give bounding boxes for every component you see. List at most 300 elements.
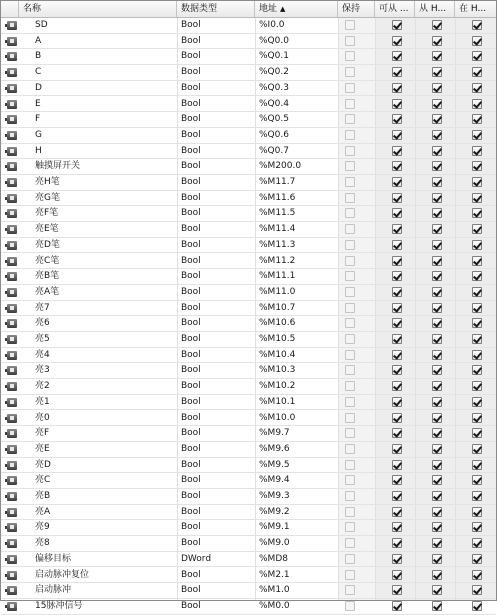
- writable-checkbox[interactable]: [432, 522, 442, 532]
- writable-checkbox[interactable]: [432, 177, 442, 187]
- accessible-checkbox[interactable]: [392, 51, 402, 61]
- tag-name[interactable]: E: [35, 98, 41, 109]
- accessible-checkbox[interactable]: [392, 585, 402, 595]
- retain-checkbox[interactable]: [345, 522, 355, 532]
- writable-checkbox[interactable]: [432, 287, 442, 297]
- retain-checkbox[interactable]: [345, 271, 355, 281]
- tag-data-type[interactable]: Bool: [181, 286, 201, 297]
- tag-address[interactable]: %M9.5: [259, 459, 290, 470]
- tag-address[interactable]: %M11.2: [259, 255, 296, 266]
- visible-checkbox[interactable]: [472, 507, 482, 517]
- retain-checkbox[interactable]: [345, 130, 355, 140]
- table-row[interactable]: [1, 426, 496, 442]
- accessible-checkbox[interactable]: [392, 475, 402, 485]
- tag-address[interactable]: %M10.4: [259, 349, 296, 360]
- writable-checkbox[interactable]: [432, 585, 442, 595]
- table-row[interactable]: [1, 254, 496, 270]
- accessible-checkbox[interactable]: [392, 114, 402, 124]
- accessible-checkbox[interactable]: [392, 99, 402, 109]
- writable-checkbox[interactable]: [432, 538, 442, 548]
- visible-checkbox[interactable]: [472, 397, 482, 407]
- retain-checkbox[interactable]: [345, 601, 355, 611]
- table-row[interactable]: [1, 18, 496, 34]
- table-row[interactable]: [1, 97, 496, 113]
- tag-data-type[interactable]: Bool: [181, 20, 201, 30]
- writable-checkbox[interactable]: [432, 350, 442, 360]
- retain-checkbox[interactable]: [345, 36, 355, 46]
- tag-data-type[interactable]: Bool: [181, 177, 201, 187]
- visible-checkbox[interactable]: [472, 381, 482, 391]
- tag-name[interactable]: 亮C: [35, 475, 51, 486]
- tag-address[interactable]: %Q0.6: [259, 129, 289, 140]
- table-row[interactable]: [1, 473, 496, 489]
- writable-checkbox[interactable]: [432, 554, 442, 564]
- tag-name[interactable]: 亮1: [35, 396, 50, 407]
- visible-checkbox[interactable]: [472, 193, 482, 203]
- retain-checkbox[interactable]: [345, 334, 355, 344]
- retain-checkbox[interactable]: [345, 83, 355, 93]
- tag-name[interactable]: 亮A: [35, 506, 51, 517]
- header-visible[interactable]: 在 H...: [459, 4, 487, 14]
- tag-data-type[interactable]: Bool: [181, 271, 201, 282]
- visible-checkbox[interactable]: [472, 491, 482, 501]
- accessible-checkbox[interactable]: [392, 240, 402, 250]
- accessible-checkbox[interactable]: [392, 413, 402, 423]
- accessible-checkbox[interactable]: [392, 36, 402, 46]
- visible-checkbox[interactable]: [472, 318, 482, 328]
- retain-checkbox[interactable]: [345, 20, 355, 30]
- table-row[interactable]: [1, 65, 496, 81]
- retain-checkbox[interactable]: [345, 114, 355, 124]
- visible-checkbox[interactable]: [472, 114, 482, 124]
- tag-address[interactable]: %M10.7: [259, 302, 296, 313]
- accessible-checkbox[interactable]: [392, 554, 402, 564]
- writable-checkbox[interactable]: [432, 365, 442, 375]
- tag-name[interactable]: H: [35, 145, 42, 156]
- writable-checkbox[interactable]: [432, 507, 442, 517]
- visible-checkbox[interactable]: [472, 177, 482, 187]
- writable-checkbox[interactable]: [432, 83, 442, 93]
- retain-checkbox[interactable]: [345, 444, 355, 454]
- tag-data-type[interactable]: Bool: [181, 161, 201, 172]
- accessible-checkbox[interactable]: [392, 83, 402, 93]
- writable-checkbox[interactable]: [432, 303, 442, 313]
- accessible-checkbox[interactable]: [392, 444, 402, 454]
- tag-data-type[interactable]: Bool: [181, 255, 201, 266]
- tag-data-type[interactable]: Bool: [181, 51, 201, 62]
- retain-checkbox[interactable]: [345, 381, 355, 391]
- table-row[interactable]: [1, 175, 496, 191]
- retain-checkbox[interactable]: [345, 161, 355, 171]
- writable-checkbox[interactable]: [432, 570, 442, 580]
- tag-name[interactable]: 亮E笔: [35, 224, 59, 235]
- tag-address[interactable]: %M11.6: [259, 192, 296, 203]
- accessible-checkbox[interactable]: [392, 381, 402, 391]
- retain-checkbox[interactable]: [345, 193, 355, 203]
- table-row[interactable]: [1, 222, 496, 238]
- accessible-checkbox[interactable]: [392, 177, 402, 187]
- tag-data-type[interactable]: Bool: [181, 443, 201, 454]
- table-row[interactable]: [1, 363, 496, 379]
- accessible-checkbox[interactable]: [392, 193, 402, 203]
- table-row[interactable]: [1, 411, 496, 427]
- visible-checkbox[interactable]: [472, 146, 482, 156]
- tag-name[interactable]: 亮A笔: [35, 286, 60, 297]
- visible-checkbox[interactable]: [472, 475, 482, 485]
- accessible-checkbox[interactable]: [392, 365, 402, 375]
- tag-name[interactable]: 偏移目标: [35, 553, 72, 564]
- tag-address[interactable]: %M10.5: [259, 334, 296, 344]
- visible-checkbox[interactable]: [472, 413, 482, 423]
- visible-checkbox[interactable]: [472, 256, 482, 266]
- table-row[interactable]: [1, 112, 496, 128]
- table-row[interactable]: [1, 568, 496, 584]
- tag-address[interactable]: %M200.0: [259, 161, 302, 172]
- tag-name[interactable]: 触摸屏开关: [35, 161, 81, 172]
- tag-address[interactable]: %M9.1: [259, 522, 290, 533]
- tag-address[interactable]: %M11.3: [259, 239, 296, 250]
- tag-name[interactable]: 15脉冲信号: [35, 600, 83, 611]
- retain-checkbox[interactable]: [345, 428, 355, 438]
- tag-data-type[interactable]: Bool: [181, 428, 201, 439]
- accessible-checkbox[interactable]: [392, 224, 402, 234]
- accessible-checkbox[interactable]: [392, 256, 402, 266]
- tag-data-type[interactable]: Bool: [181, 224, 201, 235]
- visible-checkbox[interactable]: [472, 99, 482, 109]
- tag-name[interactable]: 亮G笔: [35, 192, 60, 203]
- table-row[interactable]: [1, 285, 496, 301]
- writable-checkbox[interactable]: [432, 193, 442, 203]
- accessible-checkbox[interactable]: [392, 507, 402, 517]
- accessible-checkbox[interactable]: [392, 538, 402, 548]
- tag-address[interactable]: %Q0.3: [259, 82, 289, 93]
- tag-data-type[interactable]: DWord: [181, 553, 212, 564]
- writable-checkbox[interactable]: [432, 208, 442, 218]
- visible-checkbox[interactable]: [472, 444, 482, 454]
- accessible-checkbox[interactable]: [392, 67, 402, 77]
- accessible-checkbox[interactable]: [392, 601, 402, 611]
- retain-checkbox[interactable]: [345, 491, 355, 501]
- tag-data-type[interactable]: Bool: [181, 82, 201, 93]
- retain-checkbox[interactable]: [345, 585, 355, 595]
- tag-data-type[interactable]: Bool: [181, 396, 201, 407]
- header-address[interactable]: [255, 1, 338, 17]
- tag-address[interactable]: %M10.2: [259, 381, 296, 392]
- tag-name[interactable]: 亮5: [35, 334, 50, 344]
- writable-checkbox[interactable]: [432, 413, 442, 423]
- tag-name[interactable]: 亮B笔: [35, 271, 60, 282]
- table-row[interactable]: [1, 536, 496, 552]
- visible-checkbox[interactable]: [472, 334, 482, 344]
- visible-checkbox[interactable]: [472, 303, 482, 313]
- tag-name[interactable]: SD: [35, 20, 48, 30]
- accessible-checkbox[interactable]: [392, 334, 402, 344]
- visible-checkbox[interactable]: [472, 522, 482, 532]
- retain-checkbox[interactable]: [345, 240, 355, 250]
- visible-checkbox[interactable]: [472, 585, 482, 595]
- tag-data-type[interactable]: Bool: [181, 365, 201, 376]
- tag-name[interactable]: 亮8: [35, 538, 50, 549]
- tag-address[interactable]: %M11.7: [259, 177, 296, 187]
- tag-data-type[interactable]: Bool: [181, 67, 201, 78]
- writable-checkbox[interactable]: [432, 397, 442, 407]
- accessible-checkbox[interactable]: [392, 318, 402, 328]
- table-row[interactable]: [1, 206, 496, 222]
- tag-address[interactable]: %M11.0: [259, 286, 296, 297]
- tag-data-type[interactable]: Bool: [181, 585, 201, 596]
- tag-name[interactable]: 亮6: [35, 318, 50, 329]
- writable-checkbox[interactable]: [432, 20, 442, 30]
- visible-checkbox[interactable]: [472, 570, 482, 580]
- tag-address[interactable]: %M9.0: [259, 538, 290, 549]
- tag-address[interactable]: %M9.2: [259, 506, 290, 517]
- visible-checkbox[interactable]: [472, 240, 482, 250]
- retain-checkbox[interactable]: [345, 99, 355, 109]
- tag-name[interactable]: 亮7: [35, 302, 50, 313]
- tag-address[interactable]: %Q0.5: [259, 114, 289, 125]
- tag-address[interactable]: %M1.0: [259, 585, 290, 596]
- tag-name[interactable]: 启动脉冲: [35, 585, 72, 596]
- retain-checkbox[interactable]: [345, 224, 355, 234]
- accessible-checkbox[interactable]: [392, 271, 402, 281]
- writable-checkbox[interactable]: [432, 161, 442, 171]
- table-row[interactable]: [1, 269, 496, 285]
- tag-address[interactable]: %M0.0: [259, 600, 290, 611]
- visible-checkbox[interactable]: [472, 51, 482, 61]
- tag-data-type[interactable]: Bool: [181, 302, 201, 313]
- retain-checkbox[interactable]: [345, 51, 355, 61]
- writable-checkbox[interactable]: [432, 318, 442, 328]
- tag-name[interactable]: 亮D笔: [35, 239, 60, 250]
- table-row[interactable]: [1, 348, 496, 364]
- tag-data-type[interactable]: Bool: [181, 522, 201, 533]
- visible-checkbox[interactable]: [472, 428, 482, 438]
- table-row[interactable]: [1, 395, 496, 411]
- tag-name[interactable]: C: [35, 67, 42, 78]
- accessible-checkbox[interactable]: [392, 491, 402, 501]
- tag-name[interactable]: 亮0: [35, 412, 50, 423]
- tag-name[interactable]: 亮B: [35, 491, 51, 501]
- table-row[interactable]: [1, 316, 496, 332]
- visible-checkbox[interactable]: [472, 130, 482, 140]
- retain-checkbox[interactable]: [345, 318, 355, 328]
- tag-name[interactable]: 亮4: [35, 349, 50, 360]
- tag-address[interactable]: %Q0.4: [259, 98, 289, 109]
- accessible-checkbox[interactable]: [392, 161, 402, 171]
- table-row[interactable]: [1, 332, 496, 348]
- tag-name[interactable]: 亮E: [35, 443, 50, 454]
- tag-address[interactable]: %M9.4: [259, 475, 290, 486]
- table-row[interactable]: [1, 49, 496, 65]
- tag-data-type[interactable]: Bool: [181, 239, 201, 250]
- tag-data-type[interactable]: Bool: [181, 569, 201, 580]
- tag-address[interactable]: %M11.1: [259, 271, 296, 282]
- retain-checkbox[interactable]: [345, 256, 355, 266]
- visible-checkbox[interactable]: [472, 365, 482, 375]
- accessible-checkbox[interactable]: [392, 146, 402, 156]
- header-data-type[interactable]: 数据类型: [177, 1, 255, 17]
- header-retain[interactable]: 保持: [338, 1, 375, 17]
- table-row[interactable]: [1, 379, 496, 395]
- table-row[interactable]: [1, 34, 496, 50]
- tag-address[interactable]: %M11.4: [259, 224, 296, 235]
- visible-checkbox[interactable]: [472, 224, 482, 234]
- retain-checkbox[interactable]: [345, 146, 355, 156]
- writable-checkbox[interactable]: [432, 428, 442, 438]
- table-row[interactable]: [1, 583, 496, 599]
- writable-checkbox[interactable]: [432, 475, 442, 485]
- table-row[interactable]: [1, 159, 496, 175]
- visible-checkbox[interactable]: [472, 83, 482, 93]
- writable-checkbox[interactable]: [432, 491, 442, 501]
- tag-data-type[interactable]: Bool: [181, 349, 201, 360]
- tag-data-type[interactable]: Bool: [181, 192, 201, 203]
- tag-name[interactable]: 亮C笔: [35, 255, 60, 266]
- writable-checkbox[interactable]: [432, 334, 442, 344]
- tag-name[interactable]: 启动脉冲复位: [35, 569, 90, 580]
- tag-name[interactable]: 亮9: [35, 522, 50, 533]
- tag-address[interactable]: %Q0.0: [259, 35, 289, 46]
- tag-data-type[interactable]: Bool: [181, 538, 201, 549]
- tag-name[interactable]: B: [35, 51, 42, 62]
- table-row[interactable]: [1, 599, 496, 615]
- table-row[interactable]: [1, 238, 496, 254]
- table-row[interactable]: [1, 301, 496, 317]
- writable-checkbox[interactable]: [432, 240, 442, 250]
- writable-checkbox[interactable]: [432, 99, 442, 109]
- visible-checkbox[interactable]: [472, 208, 482, 218]
- accessible-checkbox[interactable]: [392, 303, 402, 313]
- tag-data-type[interactable]: Bool: [181, 145, 201, 156]
- header-accessible[interactable]: 可从 ...: [375, 1, 415, 17]
- writable-checkbox[interactable]: [432, 36, 442, 46]
- accessible-checkbox[interactable]: [392, 522, 402, 532]
- writable-checkbox[interactable]: [432, 271, 442, 281]
- accessible-checkbox[interactable]: [392, 350, 402, 360]
- writable-checkbox[interactable]: [432, 444, 442, 454]
- table-row[interactable]: [1, 505, 496, 521]
- tag-address[interactable]: %M9.6: [259, 443, 290, 454]
- writable-checkbox[interactable]: [432, 381, 442, 391]
- writable-checkbox[interactable]: [432, 51, 442, 61]
- visible-checkbox[interactable]: [472, 350, 482, 360]
- retain-checkbox[interactable]: [345, 208, 355, 218]
- table-row[interactable]: [1, 128, 496, 144]
- tag-name[interactable]: A: [35, 35, 42, 46]
- table-row[interactable]: [1, 81, 496, 97]
- accessible-checkbox[interactable]: [392, 570, 402, 580]
- tag-name[interactable]: D: [35, 82, 42, 93]
- tag-address[interactable]: %Q0.7: [259, 145, 289, 156]
- tag-name[interactable]: 亮2: [35, 381, 50, 392]
- accessible-checkbox[interactable]: [392, 428, 402, 438]
- writable-checkbox[interactable]: [432, 67, 442, 77]
- retain-checkbox[interactable]: [345, 570, 355, 580]
- tag-address[interactable]: %M2.1: [259, 569, 290, 580]
- tag-data-type[interactable]: Bool: [181, 412, 201, 423]
- tag-data-type[interactable]: Bool: [181, 381, 201, 392]
- tag-data-type[interactable]: Bool: [181, 208, 201, 219]
- table-row[interactable]: [1, 191, 496, 207]
- visible-checkbox[interactable]: [472, 20, 482, 30]
- visible-checkbox[interactable]: [472, 36, 482, 46]
- tag-data-type[interactable]: Bool: [181, 129, 201, 140]
- tag-data-type[interactable]: Bool: [181, 114, 201, 125]
- tag-address[interactable]: %M9.3: [259, 491, 290, 501]
- tag-name[interactable]: 亮H笔: [35, 177, 60, 187]
- tag-address[interactable]: %M10.3: [259, 365, 296, 376]
- retain-checkbox[interactable]: [345, 350, 355, 360]
- writable-checkbox[interactable]: [432, 224, 442, 234]
- table-row[interactable]: [1, 144, 496, 160]
- tag-name[interactable]: F: [35, 114, 41, 125]
- tag-name[interactable]: 亮3: [35, 365, 50, 376]
- tag-data-type[interactable]: Bool: [181, 98, 201, 109]
- retain-checkbox[interactable]: [345, 538, 355, 548]
- retain-checkbox[interactable]: [345, 507, 355, 517]
- writable-checkbox[interactable]: [432, 256, 442, 266]
- tag-address[interactable]: %I0.0: [259, 20, 285, 30]
- retain-checkbox[interactable]: [345, 460, 355, 470]
- writable-checkbox[interactable]: [432, 146, 442, 156]
- retain-checkbox[interactable]: [345, 475, 355, 485]
- tag-address[interactable]: %M10.0: [259, 412, 296, 423]
- tag-address[interactable]: %M10.1: [259, 396, 296, 407]
- retain-checkbox[interactable]: [345, 554, 355, 564]
- table-row[interactable]: [1, 520, 496, 536]
- visible-checkbox[interactable]: [472, 271, 482, 281]
- tag-data-type[interactable]: Bool: [181, 35, 201, 46]
- visible-checkbox[interactable]: [472, 460, 482, 470]
- tag-address[interactable]: %MD8: [259, 553, 288, 564]
- accessible-checkbox[interactable]: [392, 130, 402, 140]
- visible-checkbox[interactable]: [472, 601, 482, 611]
- tag-data-type[interactable]: Bool: [181, 491, 201, 501]
- visible-checkbox[interactable]: [472, 67, 482, 77]
- header-writable[interactable]: 从 H...: [415, 1, 455, 17]
- tag-address[interactable]: %M10.6: [259, 318, 296, 329]
- writable-checkbox[interactable]: [432, 601, 442, 611]
- retain-checkbox[interactable]: [345, 397, 355, 407]
- writable-checkbox[interactable]: [432, 130, 442, 140]
- table-row[interactable]: [1, 489, 496, 505]
- visible-checkbox[interactable]: [472, 287, 482, 297]
- visible-checkbox[interactable]: [472, 538, 482, 548]
- header-name[interactable]: 名称: [19, 1, 177, 17]
- tag-name[interactable]: G: [35, 129, 42, 140]
- accessible-checkbox[interactable]: [392, 397, 402, 407]
- retain-checkbox[interactable]: [345, 365, 355, 375]
- writable-checkbox[interactable]: [432, 114, 442, 124]
- retain-checkbox[interactable]: [345, 413, 355, 423]
- tag-name[interactable]: 亮F: [35, 428, 50, 439]
- retain-checkbox[interactable]: [345, 177, 355, 187]
- visible-checkbox[interactable]: [472, 161, 482, 171]
- accessible-checkbox[interactable]: [392, 208, 402, 218]
- tag-data-type[interactable]: Bool: [181, 506, 201, 517]
- table-row[interactable]: [1, 458, 496, 474]
- tag-address[interactable]: %M11.5: [259, 208, 296, 219]
- tag-address[interactable]: %M9.7: [259, 428, 290, 439]
- retain-checkbox[interactable]: [345, 303, 355, 313]
- tag-data-type[interactable]: Bool: [181, 334, 201, 344]
- tag-address[interactable]: %Q0.2: [259, 67, 289, 78]
- tag-name[interactable]: 亮F笔: [35, 208, 59, 219]
- retain-checkbox[interactable]: [345, 67, 355, 77]
- tag-address[interactable]: %Q0.1: [259, 51, 289, 62]
- tag-data-type[interactable]: Bool: [181, 600, 201, 611]
- retain-checkbox[interactable]: [345, 287, 355, 297]
